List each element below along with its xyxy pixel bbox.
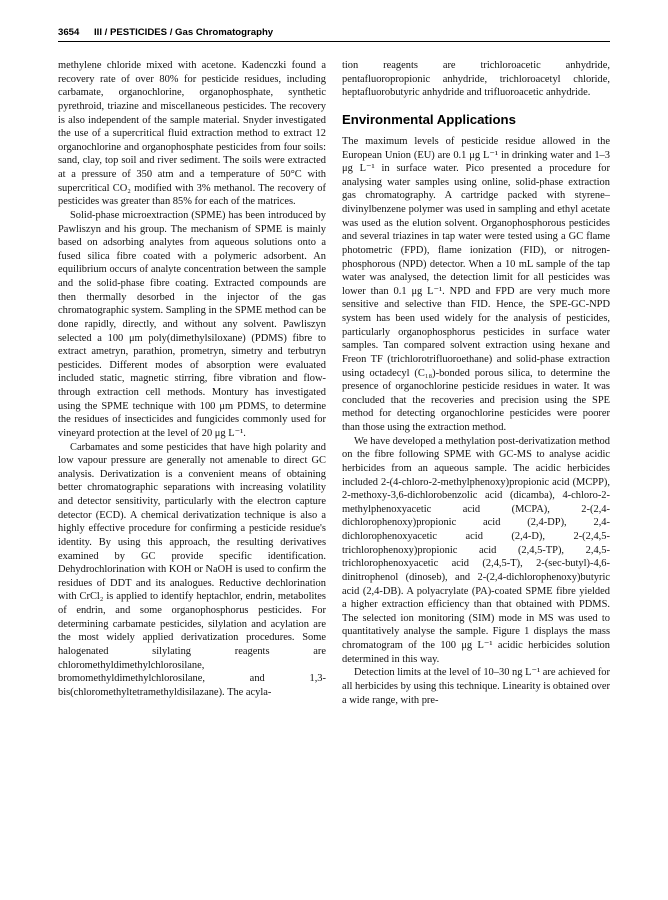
running-title: III / PESTICIDES / Gas Chromatography <box>94 27 274 38</box>
paragraph: Detection limits at the level of 10–30 ng L⁻¹ are achieved for all herbicides by using this technique. Linearity is obtained over a wide range, with pre- <box>342 667 610 706</box>
paragraph: Carbamates and some pesticides that have high polarity and low vapour pressure are generally not amenable to direct GC analysis. Derivatization is a convenient means of obtaining better chromatographic separations with increasing volatility and detector sensitivity, particularly with the electron capture detector (ECD). A chemical derivatization technique is also a highly effective procedure for confirming a pesticide residue's identity. By using this approach, the resulting derivatives examined by GC provide specific identification. Dehydrochlorination with KOH or NaOH is used to confirm the residues of DDT and its analogues. Reductive dechlorination with CrCl₂ is applied to identify heptachlor, endrin, metabolites of endrin, and some organophosphorus pesticides. For determining carbamate pesticides, silylation and acylation are the most widely applied derivatization procedures. Some halogenated silylating reagents are chloromethyldimethylchlorosilane, bromomethyldimethylchlorosilane, and 1,3-bis(chloromethyltetramethyldisilazane). The acyla- <box>58 441 326 698</box>
page-number: 3654 <box>58 27 80 38</box>
section-heading: Environmental Applications <box>342 111 516 127</box>
running-header <box>58 27 610 42</box>
paragraph: We have developed a methylation post-derivatization method on the fibre following SPME with GC-MS to analyse acidic herbicides from an aqueous sample. The acidic herbicides included 2-(4-chloro-2-methylphenoxy)propionic acid (MCPP), 2-methoxy-3,6-dichlorobenzolic acid (dicamba), 4-chloro-2-methylphenoxyacetic acid (MCPA), 2-(2,4-dichlorophenoxy)propionic acid (2,4-DP), 2,4-dichlorophenoxyacetic acid (2,4-D), 2-(2,4,5-trichlorophenoxy)propionic acid (2,4,5-TP), 2,4,5-trichlorophenoxyacetic acid (2,4,5-T), 2-(sec-butyl)-4,6-dinitrophenol (dinoseb), and 2-(2,4-dichlorophenoxy)butyric acid (2,4-DB). A polyacrylate (PA)-coated SPME fibre yielded a higher extraction efficiency than that obtained with PDMS. The selected ion monitoring (SIM) mode in MS was used to quantitatively analyse the sample. Figure 1 displays the mass chromatogram of the 100 μg L⁻¹ acidic herbicides solution determined in this way. <box>342 435 610 665</box>
paragraph: methylene chloride mixed with acetone. Kadenczki found a recovery rate of over 80% for pesticide residues, including carbamate, organochlorine, organophosphate, synthetic pyrethroid, triazine and miscellaneous pesticides. The recovery is also independent of the sample material. Snyder investigated the use of a supercritical fluid extraction method to extract 12 organochlorine and organophosphate pesticides from four soils: sand, clay, top soil and river sediment. The soils were extracted at a pressure of 350 atm and a temperature of 50°C with supercritical CO₂ modified with 3% methanol. The recovery of pesticides was greater than 85% for each of the matrices. <box>58 60 326 208</box>
paragraph: The maximum levels of pesticide residue allowed in the European Union (EU) are 0.1 μg L⁻¹ in drinking water and 1–3 μg L⁻¹ in surface water. Pico presented a procedure for analysing water samples using online, solid-phase extraction gas chromatography. A cartridge packed with styrene–divinylbenzene polymer was used in sampling and ethyl acetate was used as the elution solvent. Organophosphorous pesticides and several triazines in tap water were tested using a GC flame photometric (FPD), flame ionization (FID), or nitrogen-phosphorous (NPD) detector. When a 10 mL sample of the tap water was analysed, the detection limit for all pesticides was lower than 0.1 μg L⁻¹. NPD and FPD are very much more sensitive and selective than FID. Hence, the SPE-GC-NPD system has been used widely for the analysis of pesticides, particularly organophosphorus pesticides in surface water samples. Tan compared solvent extraction using hexane and Freon TF (trichlorotrifluoroethane) and solid-phase extraction using octadecyl (C₁₈)-bonded porous silica, to determine the presence of organochlorine pesticide residues in water. It was concluded that the recoveries and precision using the SPE method for detecting organochlorine pesticides were poorer than those using the extraction method. <box>342 135 610 433</box>
paragraph: tion reagents are trichloroacetic anhydride, pentafluoropropionic anhydride, trichloroacetyl chloride, heptafluorobutyric anhydride and trifluoroacetic anhydride. <box>342 60 610 99</box>
left-column <box>58 59 326 879</box>
paragraph: Solid-phase microextraction (SPME) has been introduced by Pawliszyn and his group. The mechanism of SPME is mainly based on adsorbing analytes from aqueous solutions onto a fused silica fibre coated with a polymeric adsorbent. An equilibrium occurs of analyte concentration between the sample and the solid-phase fibre coating. Extracted compounds are then thermally desorbed in the injector of the gas chromatographic system. Sampling in the SPME method can be done rapidly, directly, and without any solvent. Pawliszyn selected a 100 μm poly(dimethylsiloxane) (PDMS) fibre to extract ametryn, parathion, prometryn, simetry and terbutryn pesticides. Different modes of absorption were evaluated included static, magnetic stirring, fibre vibration and flow-through extraction cell methods. Montury has investigated using the SPME technique with 100 μm PDMS, to determine the residues of insecticides and fungicides commonly used for vineyard protection at the level of 20 μg L⁻¹. <box>58 209 326 439</box>
right-column <box>342 59 610 879</box>
